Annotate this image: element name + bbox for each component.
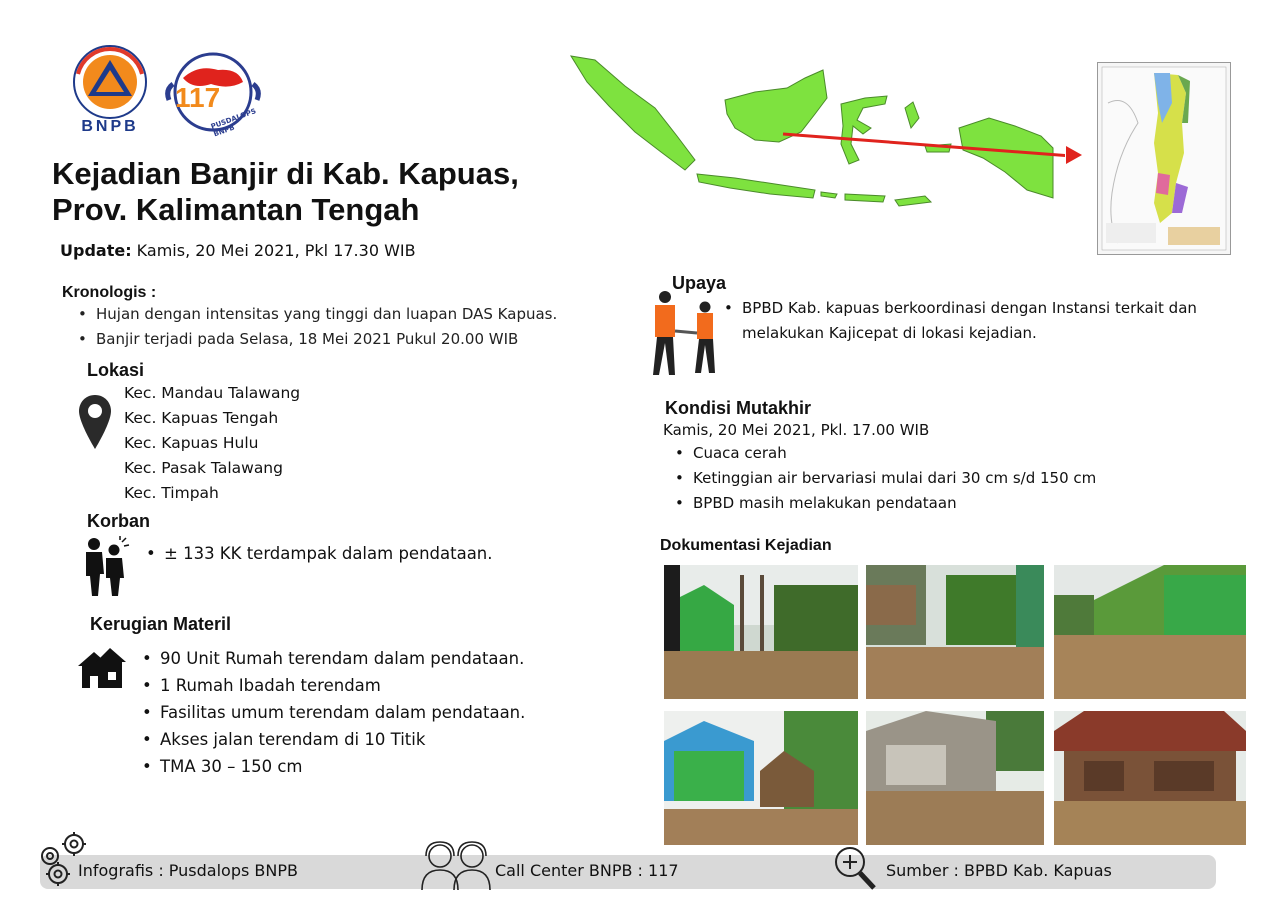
title-line-1: Kejadian Banjir di Kab. Kapuas,: [52, 156, 519, 191]
list-item: • BPBD masih melakukan pendataan: [671, 491, 1096, 516]
list-item: • TMA 30 – 150 cm: [138, 753, 525, 780]
lokasi-heading: Lokasi: [87, 360, 145, 380]
dokumentasi-heading: Dokumentasi Kejadian: [660, 537, 832, 554]
lokasi-list: [124, 381, 300, 506]
update-line: [60, 241, 416, 260]
flood-photo-3: [1054, 565, 1246, 699]
footer-sumber: Sumber : BPBD Kab. Kapuas: [886, 861, 1112, 880]
kronologis-heading: Kronologis :: [62, 284, 157, 301]
list-item: • Cuaca cerah: [671, 441, 1096, 466]
flood-photo-5: [866, 711, 1044, 845]
update-label: Update:: [60, 241, 132, 260]
kronologis-list: [74, 302, 644, 352]
flood-photo-6: [1054, 711, 1246, 845]
list-item: • 90 Unit Rumah terendam dalam pendataan.: [138, 645, 525, 672]
list-item: • Fasilitas umum terendam dalam pendataan.: [138, 699, 525, 726]
list-item: • Akses jalan terendam di 10 Titik: [138, 726, 525, 753]
list-item: • Ketinggian air bervariasi mulai dari 30 cm s/d 150 cm: [671, 466, 1096, 491]
list-item: • Banjir terjadi pada Selasa, 18 Mei 2021 Pukul 20.00 WIB: [74, 327, 644, 352]
bnpb-logo-text: BNPB: [81, 118, 139, 135]
update-value: Kamis, 20 Mei 2021, Pkl 17.30 WIB: [131, 241, 416, 260]
flood-photo-2: [866, 565, 1044, 699]
list-item: • 1 Rumah Ibadah terendam: [138, 672, 525, 699]
kondisi-heading: Kondisi Mutakhir: [665, 398, 812, 418]
footer-call-center: Call Center BNPB : 117: [495, 861, 679, 880]
upaya-list: [720, 296, 1240, 346]
kapuas-district-map: [1097, 62, 1231, 255]
list-item: • BPBD Kab. kapuas berkoordinasi dengan Instansi terkait dan melakukan Kajicepat di lokasi kejadian.: [720, 296, 1240, 346]
upaya-heading: Upaya: [672, 273, 727, 293]
kerugian-heading: Kerugian Materil: [90, 614, 232, 634]
list-item: Kec. Mandau Talawang: [124, 384, 301, 402]
list-item: • Hujan dengan intensitas yang tinggi dan luapan DAS Kapuas.: [74, 302, 644, 327]
title-line-2: Prov. Kalimantan Tengah: [52, 192, 420, 227]
indonesia-map: [565, 48, 1065, 233]
location-pin-icon: [77, 393, 113, 451]
kondisi-date: Kamis, 20 Mei 2021, Pkl. 17.00 WIB: [663, 421, 930, 439]
list-item: Kec. Kapuas Tengah: [124, 409, 279, 427]
map-arrow-head: [1066, 146, 1082, 164]
page-title: [52, 156, 612, 228]
call-center-icon: [418, 838, 494, 892]
victims-icon: [80, 536, 130, 598]
pusdalops-text: PUSDALOPS BNPB: [209, 107, 258, 139]
list-item: Kec. Timpah: [124, 484, 219, 502]
flood-photo-4: [664, 711, 858, 845]
korban-list: [142, 544, 493, 563]
korban-heading: Korban: [87, 511, 150, 531]
list-item: Kec. Pasak Talawang: [124, 459, 283, 477]
pusdalops-117-logo: [163, 50, 263, 139]
rescue-workers-icon: [645, 287, 725, 379]
flood-photo-1: [664, 565, 858, 699]
list-item: Kec. Kapuas Hulu: [124, 434, 259, 452]
kondisi-list: [671, 441, 1096, 516]
house-icon: [76, 644, 128, 690]
magnifier-plus-icon: [832, 844, 878, 892]
list-item: • ± 133 KK terdampak dalam pendataan.: [142, 544, 493, 563]
pusdalops-number: 117: [175, 82, 221, 113]
bnpb-logo: [70, 44, 150, 136]
kerugian-list: [138, 645, 525, 780]
footer-infografis: Infografis : Pusdalops BNPB: [78, 861, 298, 880]
